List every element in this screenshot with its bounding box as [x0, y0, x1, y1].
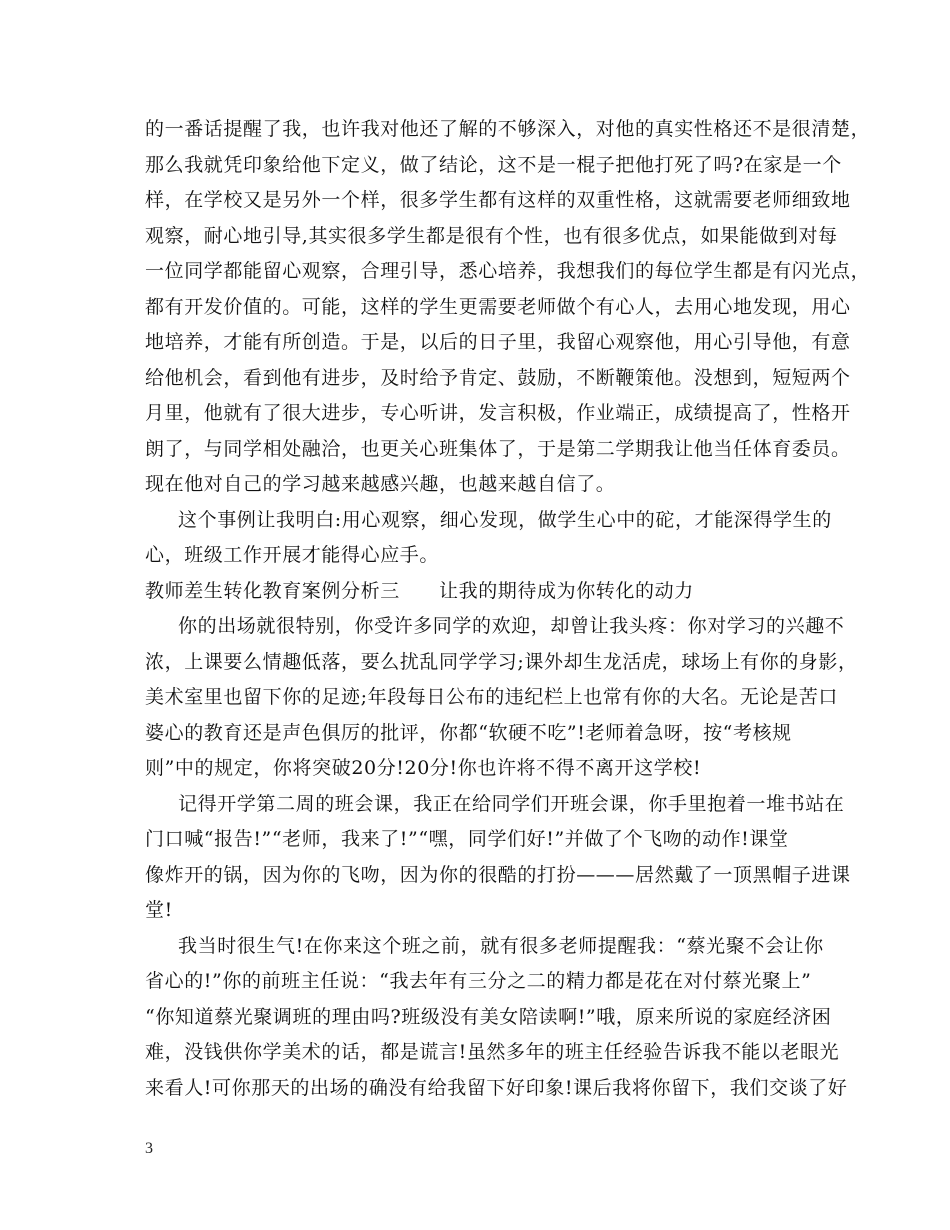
text-line: 难，没钱供你学美术的话，都是谎言!虽然多年的班主任经验告诉我不能以老眼光 — [145, 1041, 840, 1063]
text-line: 门口喊“报告!”“老师，我来了!”“嘿，同学们好!”并做了个飞吻的动作!课堂 — [145, 828, 789, 850]
section-heading: 教师差生转化教育案例分析三 让我的期待成为你转化的动力 — [145, 580, 694, 602]
text-line: 记得开学第二周的班会课，我正在给同学们开班会课，你手里抱着一堆书站在 — [178, 793, 845, 815]
text-line: 那么我就凭印象给他下定义，做了结论，这不是一棍子把他打死了吗?在家是一个 — [145, 154, 842, 176]
text-line: 现在他对自己的学习越来越感兴趣，也越来越自信了。 — [145, 473, 616, 495]
text-line: 像炸开的锅，因为你的飞吻，因为你的很酷的打扮———居然戴了一顶黑帽子进课 — [145, 864, 851, 886]
text-line: 样，在学校又是另外一个样，很多学生都有这样的双重性格，这就需要老师细致地 — [145, 189, 851, 211]
text-line: 月里，他就有了很大进步，专心听讲，发言积极，作业端正，成绩提高了，性格开 — [145, 402, 851, 424]
text-line: 朗了，与同学相处融洽，也更关心班集体了，于是第二学期我让他当任体育委员。 — [145, 438, 851, 460]
text-line: “你知道蔡光聚调班的理由吗?班级没有美女陪读啊!”哦，原来所说的家庭经济困 — [145, 1006, 832, 1028]
text-line: 一位同学都能留心观察，合理引导，悉心培养，我想我们的每位学生都是有闪光点， — [145, 260, 871, 282]
text-line: 的一番话提醒了我，也许我对他还了解的不够深入，对他的真实性格还不是很清楚， — [145, 118, 871, 140]
text-line: 则”中的规定，你将突破20分!20分!你也许将不得不离开这学校! — [145, 757, 702, 779]
text-line: 这个事例让我明白:用心观察，细心发现，做学生心中的砣，才能深得学生的 — [178, 509, 832, 531]
text-line: 心，班级工作开展才能得心应手。 — [145, 544, 440, 566]
text-line: 美术室里也留下你的足迹;年段每日公布的违纪栏上也常有你的大名。无论是苦口 — [145, 686, 839, 708]
text-line: 观察，耐心地引导,其实很多学生都是很有个性，也有很多优点，如果能做到对每 — [145, 225, 838, 247]
page-number: 3 — [145, 1140, 153, 1157]
text-line: 地培养，才能有所创造。于是，以后的日子里，我留心观察他，用心引导他，有意 — [145, 331, 851, 353]
text-line: 浓，上课要么情趣低落，要么扰乱同学学习;课外却生龙活虎，球场上有你的身影， — [145, 651, 858, 673]
text-line: 堂! — [145, 899, 173, 921]
text-line: 省心的!”你的前班主任说：“我去年有三分之二的精力都是花在对付蔡光聚上” — [145, 970, 812, 992]
text-line: 你的出场就很特别，你受许多同学的欢迎，却曾让我头疼：你对学习的兴趣不 — [178, 615, 845, 637]
text-line: 我当时很生气!在你来这个班之前，就有很多老师提醒我：“蔡光聚不会让你 — [178, 935, 824, 957]
text-line: 都有开发价值的。可能，这样的学生更需要老师做个有心人，去用心地发现，用心 — [145, 296, 851, 318]
text-line: 婆心的教育还是声色俱厉的批评，你都“软硬不吃”!老师着急呀，按“考核规 — [145, 722, 792, 744]
text-line: 来看人!可你那天的出场的确没有给我留下好印象!课后我将你留下，我们交谈了好 — [145, 1077, 848, 1099]
text-line: 给他机会，看到他有进步，及时给予肯定、鼓励，不断鞭策他。没想到，短短两个 — [145, 367, 851, 389]
